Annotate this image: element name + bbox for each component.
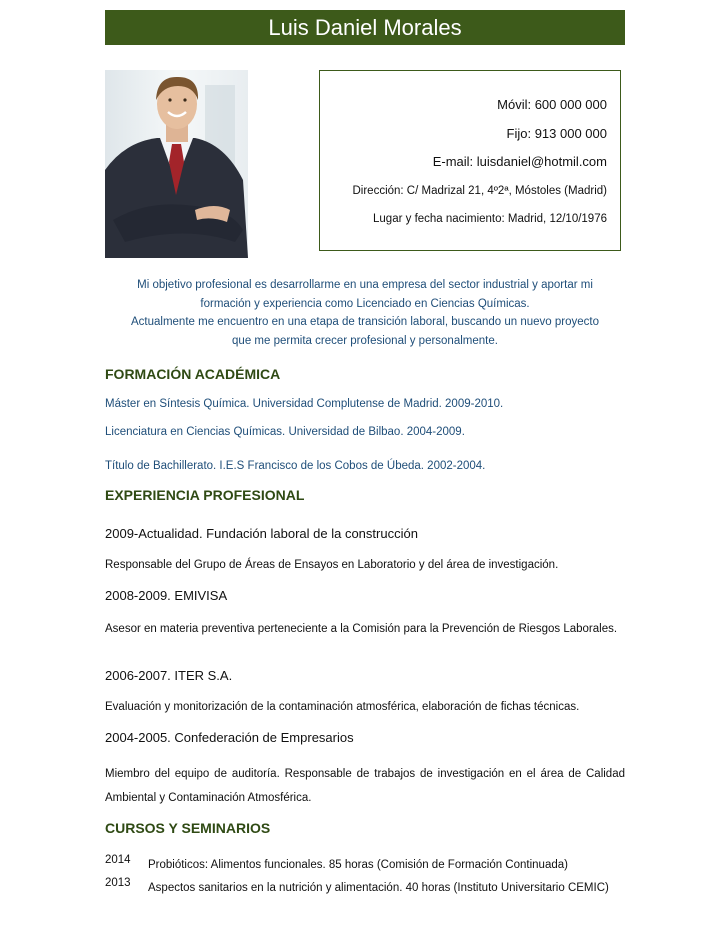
postal-address: Dirección: C/ Madrizal 21, 4º2ª, Móstoles (Madrid)	[352, 184, 607, 197]
birth-info: Lugar y fecha nacimiento: Madrid, 12/10/1976	[373, 213, 607, 226]
job-title: 2008-2009. EMIVISA	[105, 588, 228, 603]
objective-line: Mi objetivo profesional es desarrollarme en una empresa del sector industrial y aportar mi	[137, 279, 593, 291]
job-description: Responsable del Grupo de Áreas de Ensayos en Laboratorio y del área de investigación.	[105, 559, 559, 571]
landline-phone: Fijo: 913 000 000	[506, 125, 607, 141]
job-title: 2009-Actualidad. Fundación laboral de la construcción	[105, 526, 418, 541]
course-item	[105, 877, 625, 900]
person-name: Luis Daniel Morales	[268, 15, 462, 40]
education-item: Máster en Síntesis Química. Universidad Complutense de Madrid. 2009-2010.	[105, 398, 504, 410]
job-description: Asesor en materia preventiva perteneciente a la Comisión para la Prevención de Riesgos Laborales.	[105, 623, 618, 635]
job-title: 2006-2007. ITER S.A.	[105, 668, 233, 683]
job-title: 2004-2005. Confederación de Empresarios	[105, 730, 354, 745]
objective-line: que me permita crecer profesional y personalmente.	[232, 334, 498, 347]
course-item	[105, 854, 625, 877]
course-year: 2013	[105, 877, 131, 889]
course-description: Aspectos sanitarios en la nutrición y alimentación. 40 horas (Instituto Universitario CEMIC)	[148, 882, 609, 894]
cv-header	[105, 10, 625, 45]
job-description: Miembro del equipo de auditoría. Responsable de trabajos de investigación en el área de Calidad Ambiental y Contaminación Atmosférica.	[105, 768, 625, 804]
course-year: 2014	[105, 854, 131, 866]
section-title-cursos: CURSOS Y SEMINARIOS	[105, 820, 271, 836]
education-item: Licenciatura en Ciencias Químicas. Universidad de Bilbao. 2004-2009.	[105, 426, 465, 438]
profile-photo-icon	[105, 70, 248, 258]
contact-box	[319, 70, 621, 251]
professional-objective	[105, 276, 625, 350]
email-address: E-mail: luisdaniel@hotmil.com	[432, 154, 607, 170]
job-description: Evaluación y monitorización de la contaminación atmosférica, elaboración de fichas técnicas.	[105, 701, 580, 713]
section-title-experiencia: EXPERIENCIA PROFESIONAL	[105, 487, 305, 503]
education-item: Título de Bachillerato. I.E.S Francisco de los Cobos de Úbeda. 2002-2004.	[105, 460, 486, 472]
objective-line: formación y experiencia como Licenciado en Ciencias Químicas.	[200, 297, 530, 310]
course-description: Probióticos: Alimentos funcionales. 85 horas (Comisión de Formación Continuada)	[148, 859, 568, 871]
section-title-formacion: FORMACIÓN ACADÉMICA	[105, 366, 281, 382]
objective-line: Actualmente me encuentro en una etapa de transición laboral, buscando un nuevo proyecto	[131, 316, 599, 328]
profile-photo	[105, 70, 248, 258]
mobile-phone: Móvil: 600 000 000	[497, 97, 607, 112]
